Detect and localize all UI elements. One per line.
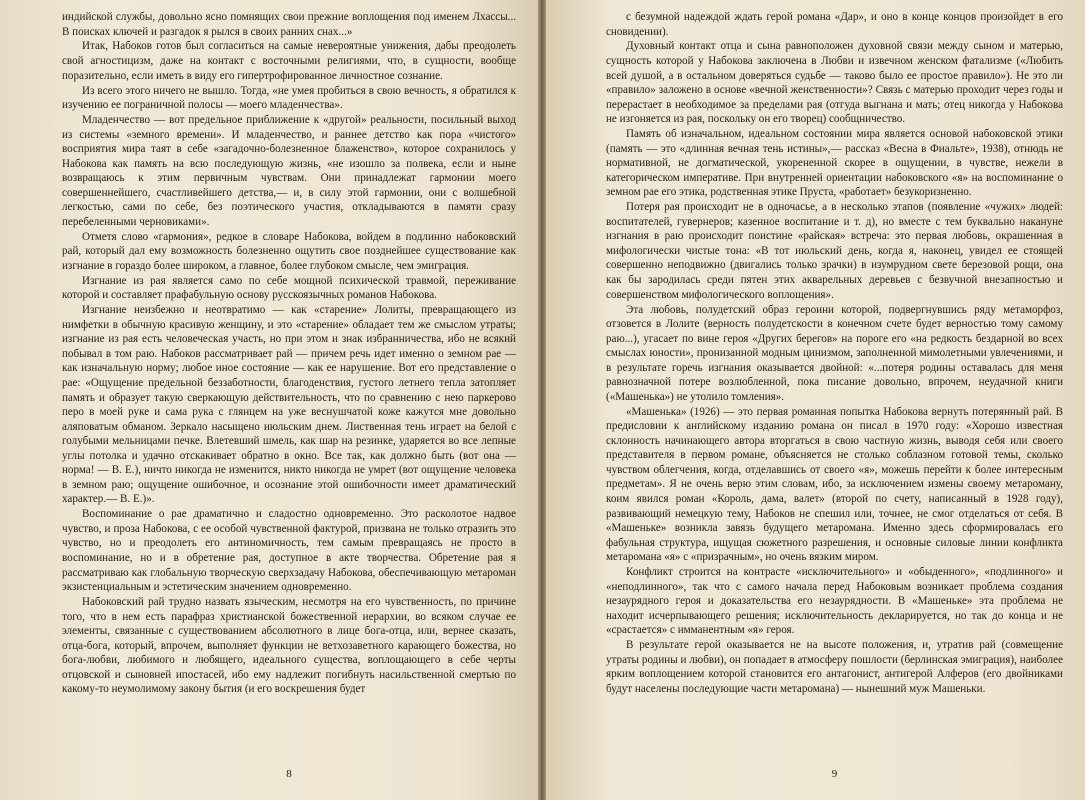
left-page-text	[62, 10, 516, 697]
book-gutter	[538, 0, 546, 800]
paragraph: Отметя слово «гармония», редкое в словаре Набокова, войдем в подлинно набоковский рай, который дал ему возможность болезненно ощутить свое позднейшее существование как изгнание в гораздо более широком, а главное, более глубоком смысле, чем эмиграция.	[62, 230, 516, 272]
right-page-text	[606, 10, 1063, 696]
paragraph: Из всего этого ничего не вышло. Тогда, «не умея пробиться в свою вечность, я обратился к изучению ее пограничной полосы — моего младенчества».	[62, 84, 516, 112]
paragraph: Изгнание неизбежно и неотвратимо — как «старение» Лолиты, превращающего из нимфетки в обычную красивую женщину, и это «старение» обладает тем же смыслом утраты; изгнание из рая есть человеческая участь, но при этом и знак избранничества, ибо не всякий побывал в том раю. Набоков рассматривает рай — причем речь идет именно о земном рае — как изначальную норму; любое иное состояние — как ее нарушение. Вот его представление о рае: «Ощущение предельной беззаботности, благоденствия, густого летнего тепла затопляет память и образует такую сверкающую действительность, что по сравнению с нею паркерово перо в моей руке и сама рука с глянцем на уже веснушчатой коже кажутся мне довольно аляповатым обманом. Зеркало насыщено июльским днем. Лиственная тень играет на белой с голубыми мельницами печке. Влетевший шмель, как шар на резинке, ударяется во все лепные углы потолка и удачно отскакивает обратно в окно. Все так, как должно быть (вот она — норма! — В. Е.), ничто никогда не изменится, никто никогда не умрет (вот ощущение человека в земном раю; ощущение ошибочное, и осознание этой ошибочности имеет драматический характер.— В. Е.)».	[62, 304, 516, 506]
paragraph: Потеря рая происходит не в одночасье, а в несколько этапов (появление «чужих» людей: воспитателей, гувернеров; казенное воспитание и т. д), но вместе с тем буквально накануне изгнания в раю происходит поистине «райская» встреча: это первая любовь, окрашенная в мифологически чистые тона: «В тот июльский день, когда я, наконец, увидел ее стоящей совершенно неподвижно (двигались только зрачки) в изумрудном свете березовой рощи, она как бы зародилась среди пятен этих акварельных деревьев с безвучной внезапностью и совершенством мифологического воплощения».	[606, 201, 1063, 301]
paragraph: Воспоминание о рае драматично и сладостно одновременно. Это расколотое надвое чувство, и проза Набокова, с ее особой чувственной фактурой, призвана не только отразить это чувство, но и преодолеть его антиномичность, тем самым превращаясь не просто в воспоминание, но и в обретение рая, доступное в акте творчества. Обретение рая я рассматриваю как глобальную творческую сверхзадачу Набокова, обеспечивающую метароман экзистенциальным и эстетическим значением одновременно.	[62, 508, 516, 594]
paragraph: Младенчество — вот предельное приближение к «другой» реальности, посильный выход из системы «земного времени». И младенчество, и раннее детство как пора «чистого» восприятия мира таят в себе «загадочно-болезненное блаженство», которое сохранилось у Набокова как память на всю последующую жизнь, «не изошло за полвека, если и ныне возвращаюсь к этим первичным чувствам. Они принадлежат гармонии моего совершеннейшего, счастливейшего детства,— и, в силу этой гармонии, они с волшебной легкостью, сами по себе, без поэтического участия, откладываются в памяти сразу перебеленными черновиками».	[62, 114, 516, 228]
paragraph: Набоковский рай трудно назвать языческим, несмотря на его чувственность, по причине того, что в нем есть парафраз христианской божественной иерархии, во всяком случае ее элементы, связанные с существованием абсолютного в лице бога-отца, или, вернее сказать, отца-бога, который, впрочем, выполняет функции не ветхозаветного карающего божества, но бога-любви, любимого и любящего, идеального существа, воплощающего в себе черты отцовской и сыновней ипостасей, ибо ему надлежит погибнуть насильственной смертью по какому-то неумолимому закону бытия (и его воскрешения будет	[62, 596, 516, 696]
paragraph: В результате герой оказывается не на высоте положения, и, утратив рай (совмещение утраты родины и любви), он попадает в атмосферу пошлости (берлинская эмиграция), наиболее ярким воплощением которой становится его антагонист, антигерой Алферов (его двойниками будут населены последующие части метаромана) — нынешний муж Машеньки.	[606, 639, 1063, 695]
paragraph: Духовный контакт отца и сына равноположен духовной связи между сыном и матерью, сущность которой у Набокова заключена в Любви и извечном женском фатализме («Любить всей душой, а в остальном доверяться судьбе — таково было ее простое правило»). Не это ли «правило» заложено в основе «вечной женственности»? Связь с матерью проходит через годы и перерастает в необходимое за пределами рая (отгуда выгнана и мать; отец никогда у Набокова не изгоняется из рая, поскольку он его творец) сообщничество.	[606, 40, 1063, 126]
paragraph: индийской службы, довольно ясно помнящих свои прежние воплощения под именем Лхассы... В поисках ключей и разгадок я рылся в своих ранних снах...»	[62, 11, 516, 38]
paragraph: Итак, Набоков готов был согласиться на самые невероятные унижения, дабы преодолеть свой агностицизм, даже на контакт с восточными религиями, что, в сущности, вообще поразительно, если иметь в виду его гипертрофированное личностное сознание.	[62, 40, 516, 82]
right-page	[546, 0, 1085, 800]
left-page	[0, 0, 538, 800]
paragraph: Память об изначальном, идеальном состоянии мира является основой набоковской этики (память — это «длинная вечная тень истины»,— рассказ «Весна в Фиальте», 1938), отнюдь не нормативной, не догматической, укорененной скорее в ощущении, в чувстве, нежели в категорическом императиве. При внутренней ориентации набоковского «я» на воспоминание о земном рае его этика, родственная этике Пруста, «работает» безукоризненно.	[606, 128, 1063, 199]
paragraph: с безумной надеждой ждать герой романа «Дар», и оно в конце концов произойдет в его сновидении).	[606, 11, 1063, 38]
page-number: 9	[831, 768, 838, 780]
paragraph: Эта любовь, полудетский образ героини которой, подвергнувшись ряду метаморфоз, отзовется в Лолите (верность полудетскости в конечном счете будет верностью тому самому раю...), угасает по вине героя «Других берегов» на пороге его «на редкость бездарной во всех смыслах юности», пронизанной модным цинизмом, заполненной мимолетными увлечениями, и в результате горечь изгнания оказывается двойной: «...потеря родины оставалась для меня равнозначной потере возлюбленной, пока писание довольно, впрочем, неудачной книги («Машенька») не утолило томления».	[606, 303, 1063, 403]
paragraph: «Машенька» (1926) — это первая романная попытка Набокова вернуть потерянный рай. В предисловии к английскому изданию романа он писал в 1970 году: «Хорошо известная склонность начинающего автора вторгаться в свою частную жизнь, выводя себя или своего представителя в первом романе, объясняется не столько соблазном готовой темы, сколько чувством облегчения, когда, отделавшись от своего «я», можешь перейти к более интересным предметам». Я не очень верю этим словам, ибо, за исключением измены своему метароману, коим явился роман «Король, дама, валет» (второй по счету, написанный в 1928 году), развивающий немецкую тему, Набоков не спешил или, точнее, не смог отделаться от себя. В «Машеньке» возникла завязь будущего метаромана. Именно здесь сформировалась его фабульная структура, ищущая сюжетного разрешения, и основные силовые линии конфликта метаромана «я» с «призрачным», но очень вязким миром.	[606, 405, 1063, 564]
page-number: 8	[286, 768, 292, 780]
paragraph: Конфликт строится на контрасте «исключительного» и «обыденного», «подлинного» и «неподлинного», так что с самого начала перед Набоковым возникает проблема создания незаурядного героя и доказательства его незаурядности. В «Машеньке» эта проблема не находит исчерпывающего решения; исключительность декларируется, но так до конца и не «срастается» с имманентным «я» героя.	[606, 566, 1063, 637]
paragraph: Изгнание из рая является само по себе мощной психической травмой, переживание которой и составляет прафабульную основу русскоязычных романов Набокова.	[62, 274, 516, 302]
